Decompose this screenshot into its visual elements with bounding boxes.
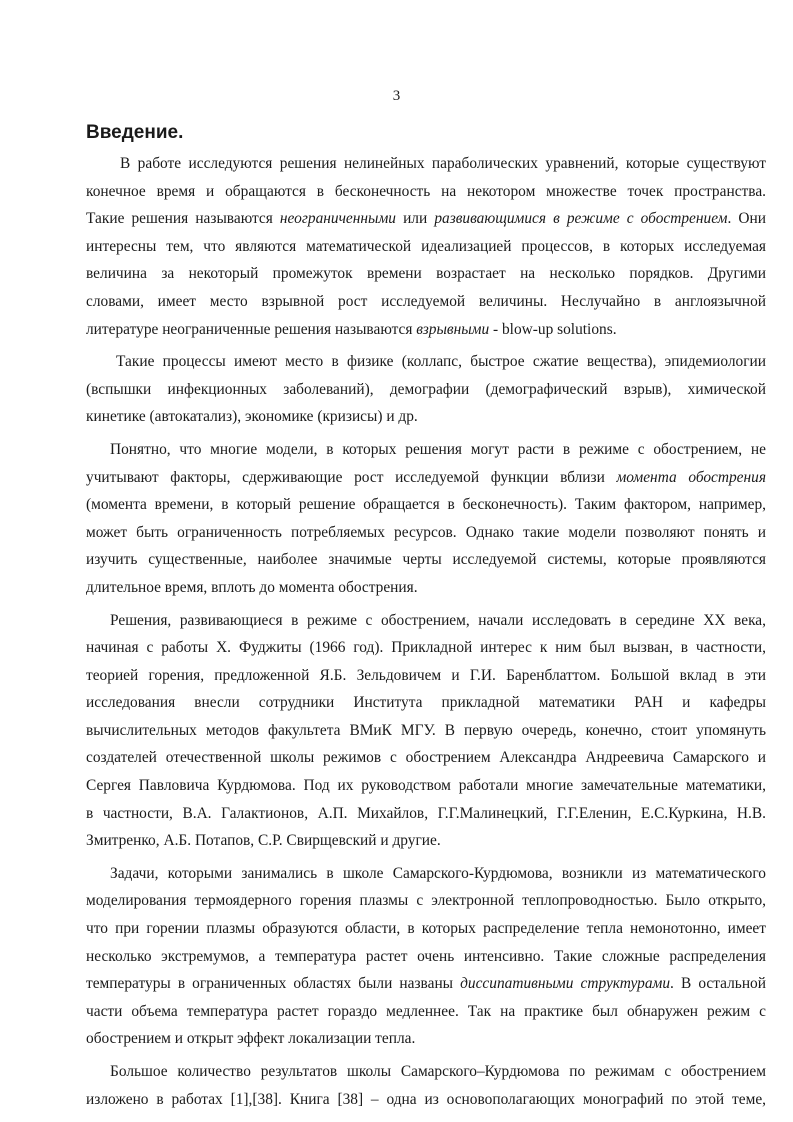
text-segment: изучить существенные, наиболее значимые черты исследуемой системы, которые проявляются — [86, 551, 766, 569]
text-line — [86, 607, 766, 635]
text-segment: учитывают факторы, сдерживающие рост исследуемой функции вблизи — [86, 468, 617, 486]
italic-term: развивающимися в режиме с обострением — [434, 210, 728, 228]
text-line — [86, 744, 766, 772]
document-body — [86, 150, 766, 1113]
text-line — [86, 403, 766, 431]
text-line — [86, 348, 766, 376]
text-line — [86, 1025, 766, 1053]
text-segment: вычислительных методов факультета ВМиК МГУ. В первую очередь, конечно, стоит упомянуть — [86, 721, 766, 739]
text-line — [86, 574, 766, 602]
text-line — [86, 288, 766, 316]
text-line — [86, 464, 766, 492]
text-line — [86, 662, 766, 690]
italic-term: диссипативными структурами — [460, 975, 671, 993]
text-segment: Большое количество результатов школы Самарского–Курдюмова по режимам с обострением — [110, 1063, 766, 1080]
text-line — [86, 970, 766, 998]
text-line — [86, 260, 766, 288]
text-segment: изложено в работах [1],[38]. Книга [38] – одна из основополагающих монографий по этой теме, — [86, 1090, 766, 1108]
text-segment: несколько экстремумов, а температура растет очень интенсивно. Такие сложные распределения — [86, 947, 766, 965]
text-segment: Задачи, которыми занимались в школе Самарского-Курдюмова, возникли из математического — [110, 864, 766, 882]
text-line — [86, 436, 766, 464]
text-line — [86, 316, 766, 344]
text-segment: Понятно, что многие модели, в которых решения могут расти в режиме с обострением, не — [110, 440, 766, 458]
text-segment: исследования внесли сотрудники Института прикладной математики РАН и кафедры — [86, 694, 766, 712]
section-heading: Введение. — [86, 122, 184, 143]
text-segment: может быть ограниченность потребляемых ресурсов. Однако такие модели позволяют понять и — [86, 523, 766, 541]
text-segment: моделирования термоядерного горения плазмы с электронной теплопроводностью. Было открыто, — [86, 892, 766, 910]
text-line — [86, 150, 766, 178]
text-segment: . Они — [727, 210, 766, 228]
text-segment: длительное время, вплоть до момента обострения. — [86, 578, 418, 596]
text-line — [86, 634, 766, 662]
text-segment: обострением и открыт эффект локализации тепла. — [86, 1030, 416, 1048]
text-line — [86, 233, 766, 261]
text-line — [86, 717, 766, 745]
text-segment: литературе неограниченные решения называются — [86, 320, 417, 338]
text-line — [86, 887, 766, 915]
text-line — [86, 772, 766, 800]
paragraph — [86, 348, 766, 431]
paragraph — [86, 436, 766, 602]
text-segment: словами, имеет место взрывной рост исследуемой величины. Неслучайно в англоязычной — [86, 292, 766, 310]
text-line — [86, 943, 766, 971]
text-segment: теорией горения, предложенной Я.Б. Зельдовичем и Г.И. Баренблаттом. Большой вклад в эти — [86, 666, 766, 684]
text-segment: В работе исследуются решения нелинейных параболических уравнений, которые существуют — [120, 155, 766, 172]
page-number: 3 — [392, 88, 401, 104]
text-segment: что при горении плазмы образуются области, в которых распределение тепла немонотонно, имеет — [86, 920, 766, 938]
paragraph — [86, 1058, 766, 1113]
text-line — [86, 491, 766, 519]
text-segment: (вспышки инфекционных заболеваний), демографии (демографический взрыв), химической — [86, 380, 766, 398]
text-line — [86, 376, 766, 404]
paragraph — [86, 150, 766, 343]
text-line — [86, 1058, 766, 1086]
text-segment: или — [395, 210, 435, 228]
text-segment: . В остальной — [670, 975, 766, 993]
text-line — [86, 205, 766, 233]
text-segment: начиная с работы Х. Фуджиты (1966 год). Прикладной интерес к ним был вызван, в частности, — [86, 639, 766, 657]
paragraph — [86, 860, 766, 1053]
text-segment: конечное время и обращаются в бесконечность на некотором множестве точек пространства. — [86, 182, 766, 200]
text-line — [86, 689, 766, 717]
text-segment: Змитренко, А.Б. Потапов, С.Р. Свирщевский и другие. — [86, 832, 441, 850]
text-segment: Решения, развивающиеся в режиме с обострением, начали исследовать в середине XX века, — [110, 611, 766, 629]
text-segment: части объема температура растет гораздо медленнее. Так на практике был обнаружен режим с — [86, 1002, 766, 1020]
text-segment: температуры в ограниченных областях были названы — [86, 975, 461, 993]
italic-term: момента обострения — [616, 468, 767, 486]
paragraph — [86, 607, 766, 855]
text-line — [86, 800, 766, 828]
italic-term: неограниченными — [279, 210, 396, 228]
text-segment: в частности, В.А. Галактионов, А.П. Михайлов, Г.Г.Малинецкий, Г.Г.Еленин, Е.С.Куркина, Н.В. — [86, 804, 766, 822]
text-line — [86, 827, 766, 855]
text-line — [86, 915, 766, 943]
text-segment: кинетике (автокатализ), экономике (кризисы) и др. — [86, 408, 418, 426]
text-segment: - blow-up solutions. — [489, 320, 617, 338]
text-segment: интересны тем, что являются математической идеализацией процессов, в которых исследуемая — [86, 237, 766, 255]
text-line — [86, 1086, 766, 1114]
italic-term: взрывными — [416, 320, 490, 338]
text-segment: создателей отечественной школы режимов с обострением Александра Андреевича Самарского и — [86, 749, 766, 767]
text-line — [86, 519, 766, 547]
text-segment: Сергея Павловича Курдюмова. Под их руководством работали многие замечательные математики, — [86, 777, 766, 795]
text-line — [86, 546, 766, 574]
text-line — [86, 998, 766, 1026]
text-line — [86, 860, 766, 888]
text-segment: Такие решения называются — [86, 210, 280, 228]
text-line — [86, 178, 766, 206]
text-segment: (момента времени, в который решение обращается в бесконечность). Таким фактором, например, — [86, 496, 766, 514]
text-segment: Такие процессы имеют место в физике (коллапс, быстрое сжатие вещества), эпидемиологии — [116, 353, 766, 371]
text-segment: величина за некоторый промежуток времени возрастает на несколько порядков. Другими — [86, 265, 766, 283]
